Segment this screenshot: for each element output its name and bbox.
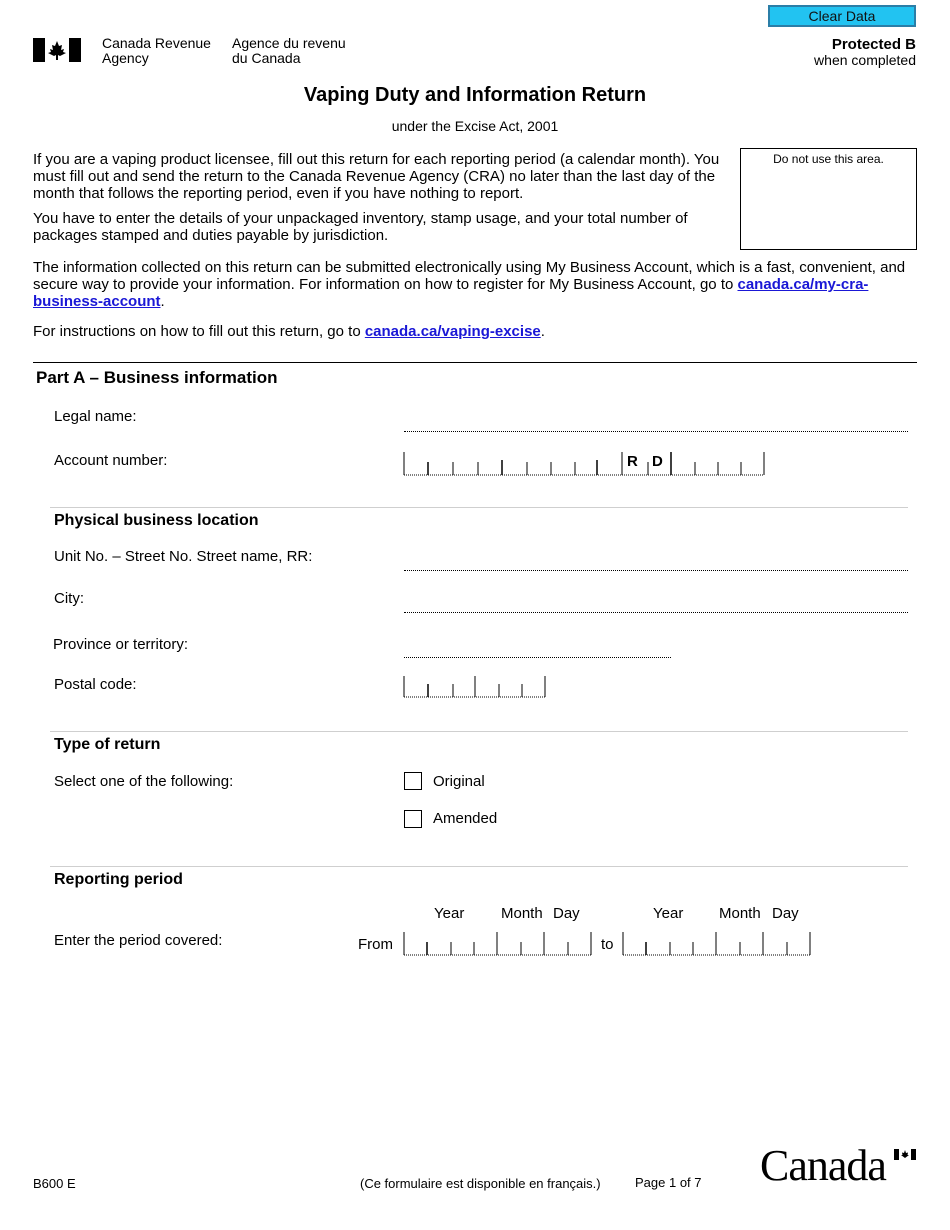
intro-paragraph-2: You have to enter the details of your unpackaged inventory, stamp usage, and your total number of packages stamped and duties payable by jurisdiction. <box>33 210 688 244</box>
account-number-label: Account number: <box>54 452 168 469</box>
from-month-label: Month <box>501 905 543 922</box>
intro-paragraph-4: For instructions on how to fill out this return, go to canada.ca/vaping-excise. <box>33 323 545 340</box>
account-letter-r: R <box>627 453 638 470</box>
intro-paragraph-3: The information collected on this return can be submitted electronically using My Business Account, which is a fast, convenient, and secure way to provide your information. For information on how to register for My Business Account, go to canada.ca/my-cra-business-account. <box>33 259 906 310</box>
protected-sub: when completed <box>814 52 916 68</box>
legal-name-input[interactable] <box>404 410 908 432</box>
part-a-heading: Part A – Business information <box>36 368 278 387</box>
from-day-label: Day <box>553 905 580 922</box>
province-select[interactable] <box>404 636 671 658</box>
form-code: B600 E <box>33 1176 76 1191</box>
reporting-period-heading: Reporting period <box>54 871 183 888</box>
from-year-label: Year <box>434 905 465 922</box>
to-date-input[interactable] <box>622 930 814 958</box>
type-of-return-heading: Type of return <box>54 736 161 753</box>
to-month-label: Month <box>719 905 761 922</box>
amended-checkbox[interactable] <box>404 810 422 828</box>
intro-block <box>33 151 733 244</box>
page-number: Page 1 of 7 <box>635 1175 702 1190</box>
account-number-input[interactable] <box>403 450 767 478</box>
vaping-excise-link[interactable]: canada.ca/vaping-excise <box>364 323 541 340</box>
canada-flag-icon <box>33 38 81 62</box>
account-letter-d: D <box>652 453 663 470</box>
from-label: From <box>358 936 393 953</box>
street-label: Unit No. – Street No. Street name, RR: <box>54 548 313 565</box>
divider-period <box>50 866 908 867</box>
original-label: Original <box>433 773 485 790</box>
page-title: Vaping Duty and Information Return <box>303 84 647 106</box>
clear-data-button[interactable]: Clear Data <box>768 5 916 27</box>
section-divider <box>33 362 917 363</box>
to-year-label: Year <box>653 905 684 922</box>
dept-name-en: Canada Revenue Agency <box>102 35 211 66</box>
amended-label: Amended <box>433 810 498 827</box>
city-label: City: <box>54 590 84 607</box>
to-day-label: Day <box>772 905 799 922</box>
divider-physical <box>50 507 908 508</box>
page-subtitle: under the Excise Act, 2001 <box>391 118 559 134</box>
postal-code-label: Postal code: <box>54 676 137 693</box>
original-checkbox[interactable] <box>404 772 422 790</box>
from-date-input[interactable] <box>403 930 595 958</box>
do-not-use-area <box>740 148 917 250</box>
legal-name-label: Legal name: <box>54 408 137 425</box>
french-note: (Ce formulaire est disponible en français.) <box>360 1176 601 1191</box>
do-not-use-label: Do not use this area. <box>773 152 884 166</box>
intro-paragraph-1: If you are a vaping product licensee, fill out this return for each reporting period (a calendar month). You must fill out and send the return to the Canada Revenue Agency (CRA) no later than the last day of the month that follows the reporting period, even if you have nothing to report. <box>33 151 720 202</box>
to-label: to <box>601 936 614 953</box>
period-covered-label: Enter the period covered: <box>54 932 223 949</box>
physical-location-heading: Physical business location <box>54 512 259 529</box>
wordmark-flag-icon <box>894 1149 916 1160</box>
select-one-label: Select one of the following: <box>54 773 234 790</box>
dept-name-fr: Agence du revenu du Canada <box>232 35 346 66</box>
street-input[interactable] <box>404 549 908 571</box>
divider-type <box>50 731 908 732</box>
postal-code-input[interactable] <box>403 674 549 700</box>
my-business-account-link[interactable]: canada.ca/my-cra-business-account <box>33 276 869 310</box>
protected-label: Protected B <box>831 36 916 53</box>
city-input[interactable] <box>404 591 908 613</box>
canada-wordmark: Canada <box>760 1141 886 1190</box>
province-label: Province or territory: <box>53 636 189 653</box>
